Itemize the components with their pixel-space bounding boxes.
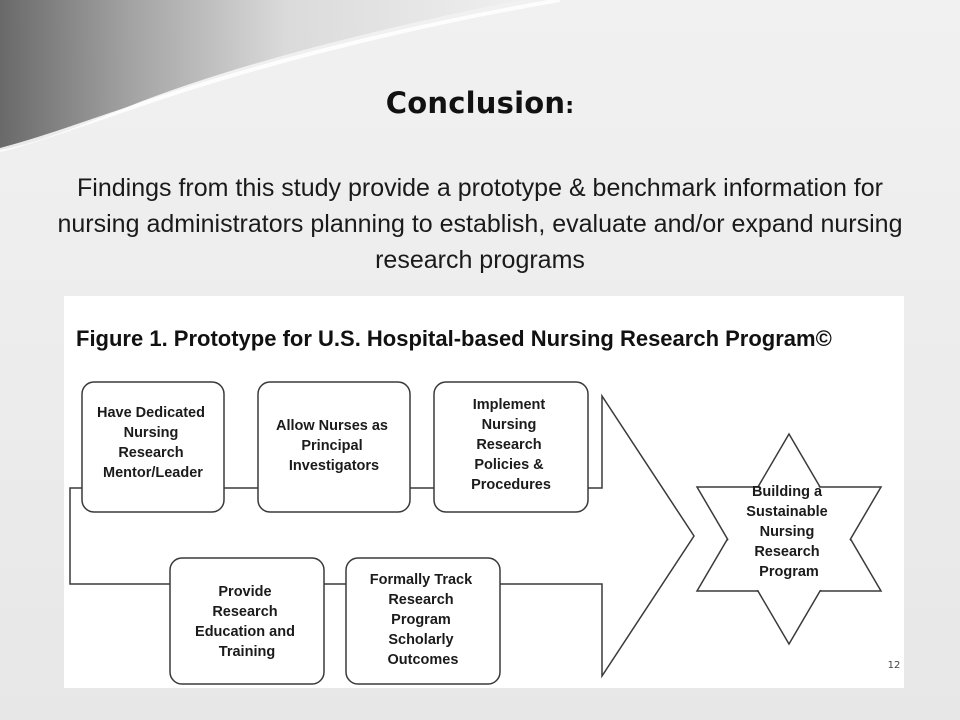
label-line: Research: [476, 437, 542, 453]
label-line: Nursing: [481, 417, 537, 433]
label-policies-procedures: [471, 397, 551, 493]
title-text: Conclusion: [385, 86, 566, 120]
slide-number: 12: [887, 660, 901, 671]
label-line: Principal: [301, 438, 363, 454]
label-line: Research: [212, 604, 278, 620]
label-line: Research: [118, 445, 184, 461]
label-line: Program: [759, 564, 819, 580]
label-line: Policies &: [474, 457, 544, 473]
program-prototype-diagram: [64, 296, 904, 688]
label-line: Research: [388, 592, 454, 608]
label-line: Implement: [472, 397, 546, 413]
label-line: Formally Track: [369, 572, 473, 588]
label-line: Nursing: [123, 425, 179, 441]
label-line: Nursing: [759, 524, 815, 540]
label-line: Training: [218, 644, 276, 660]
label-line: Have Dedicated: [96, 405, 205, 421]
title-colon: :: [565, 94, 575, 119]
label-line: Program: [391, 612, 451, 628]
label-line: Mentor/Leader: [103, 465, 203, 481]
label-line: Procedures: [471, 477, 551, 493]
conclusion-text: Findings from this study provide a prototype & benchmark information for nursing administrators planning to establish, evaluate and/or expand nursing research programs: [57, 174, 903, 274]
figure-caption: Figure 1. Prototype for U.S. Hospital-based Nursing Research Program©: [76, 326, 832, 351]
label-line: Building a: [751, 484, 823, 500]
label-line: Outcomes: [387, 652, 459, 668]
slide-title: [0, 86, 960, 120]
decorative-swoosh: [0, 0, 960, 160]
label-line: Allow Nurses as: [275, 418, 388, 434]
label-line: Investigators: [288, 458, 380, 474]
figure-panel: [64, 296, 904, 688]
label-line: Education and: [195, 624, 295, 640]
label-line: Sustainable: [746, 504, 828, 520]
label-line: Research: [754, 544, 820, 560]
label-line: Scholarly: [388, 632, 454, 648]
box-education-training: [170, 558, 324, 684]
label-line: Provide: [218, 584, 272, 600]
